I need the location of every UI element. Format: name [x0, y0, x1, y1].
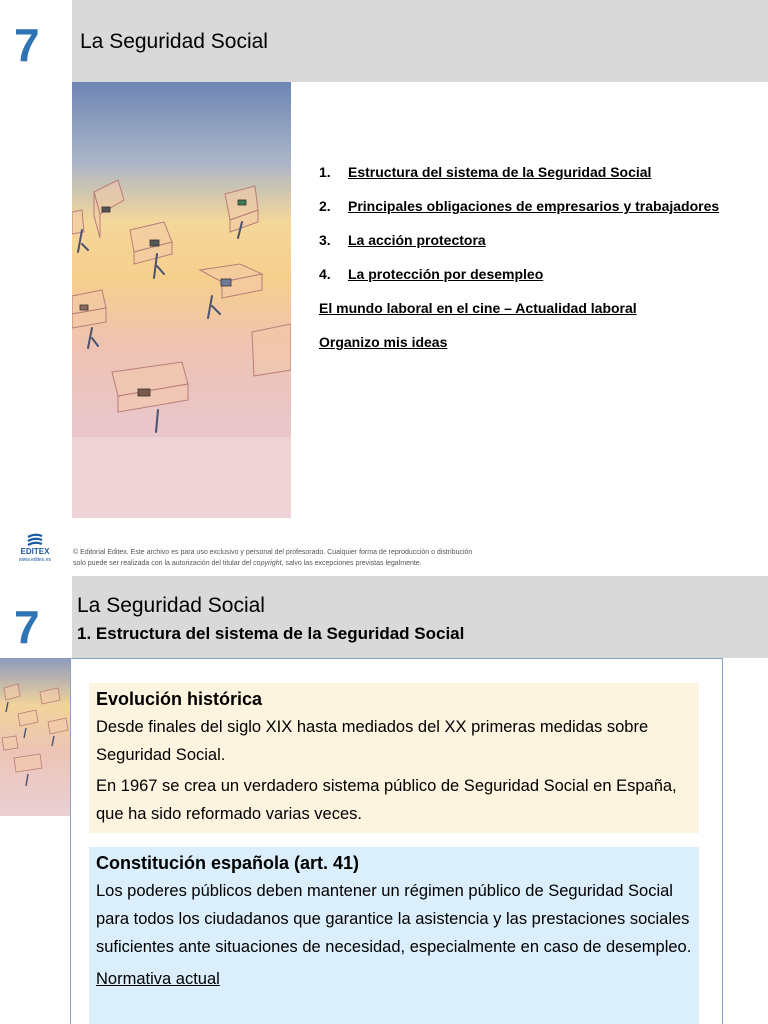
copyright-text: solo puede ser realizada con la autorización del titular del — [73, 560, 254, 567]
slide-header — [72, 0, 768, 82]
index-item — [319, 328, 729, 356]
panel-paragraph: Los poderes públicos deben mantener un régimen público de Seguridad Social para todos los ciudadanos que garantice la asistencia y las prestaciones sociales suficientes ante situaciones de necesidad, especialmente en caso de desempleo. — [96, 882, 692, 956]
panel-constitucion — [89, 847, 699, 1024]
index-link-2[interactable]: Principales obligaciones de empresarios y trabajadores — [348, 198, 720, 214]
cover-illustration — [72, 82, 291, 518]
normativa-actual-link[interactable]: Normativa actual — [96, 970, 220, 988]
index-link-1[interactable]: Estructura del sistema de la Seguridad Social — [348, 164, 652, 180]
illustration-people-carrying-offices — [72, 82, 291, 518]
content-frame — [70, 658, 723, 1024]
copyright-notice — [73, 547, 543, 569]
slide-title: La Seguridad Social — [80, 30, 268, 53]
index-item — [319, 260, 729, 288]
slide-subtitle: 1. Estructura del sistema de la Seguridad Social — [77, 624, 465, 643]
cine-link[interactable]: El mundo laboral en el cine – Actualidad laboral — [319, 300, 637, 316]
index-number: 1. — [319, 164, 331, 180]
unit-index — [319, 158, 729, 362]
illustration-thumbnail — [0, 658, 70, 816]
editex-logo — [12, 533, 58, 567]
index-number: 2. — [319, 198, 331, 214]
panel-evolucion-historica — [89, 683, 699, 833]
index-item — [319, 158, 729, 186]
panel-body — [96, 877, 692, 961]
index-link-3[interactable]: La acción protectora — [348, 232, 486, 248]
copyright-word: copyright — [253, 560, 282, 567]
unit-number: 7 — [14, 601, 40, 653]
unit-number: 7 — [14, 19, 40, 71]
organizo-ideas-link[interactable]: Organizo mis ideas — [319, 334, 448, 350]
panel-body — [96, 713, 692, 828]
index-item — [319, 226, 729, 254]
copyright-line-2 — [73, 558, 543, 569]
panel-title: Evolución histórica — [96, 689, 263, 709]
slide-2 — [0, 576, 768, 1024]
panel-paragraph: En 1967 se crea un verdadero sistema público de Seguridad Social en España, que ha sido reformado varias veces. — [96, 777, 677, 823]
panel-title: Constitución española (art. 41) — [96, 853, 360, 873]
logo-url: www.editex.es — [19, 557, 51, 563]
side-illustration — [0, 658, 70, 816]
logo-wordmark: EDITEX — [20, 547, 50, 556]
panel-paragraph: Desde finales del siglo XIX hasta mediados del XX primeras medidas sobre Seguridad Social. — [96, 718, 649, 764]
copyright-text: , salvo las excepciones previstas legalmente. — [281, 560, 422, 567]
index-link-4[interactable]: La protección por desempleo — [348, 266, 544, 282]
slide-title: La Seguridad Social — [77, 594, 265, 617]
index-number: 3. — [319, 232, 331, 248]
copyright-line-1: © Editorial Editex. Este archivo es para uso exclusivo y personal del profesorado. Cualquier forma de reproducción o distribución — [73, 549, 473, 556]
index-number: 4. — [319, 266, 331, 282]
slide-header — [72, 576, 768, 658]
index-item — [319, 192, 729, 220]
index-item — [319, 294, 729, 322]
